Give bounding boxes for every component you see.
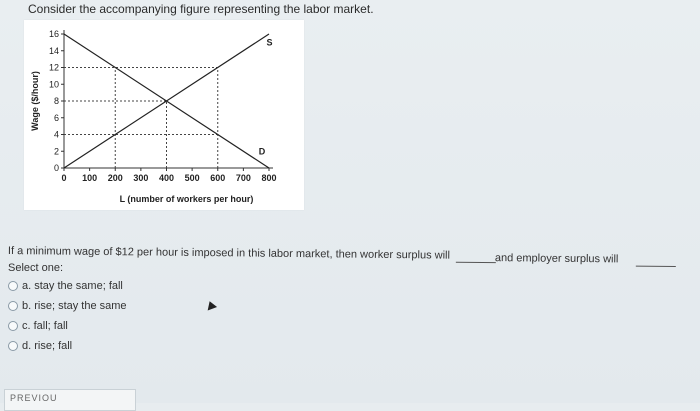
option-c[interactable] <box>8 320 68 332</box>
labor-market-chart <box>24 20 304 210</box>
radio-icon[interactable] <box>8 341 18 351</box>
y-axis-label: Wage ($/hour) <box>30 71 40 131</box>
x-tick-label: 200 <box>107 173 123 183</box>
option-d[interactable] <box>8 340 72 352</box>
x-tick-label: 500 <box>184 173 200 183</box>
y-tick-label: 6 <box>53 112 59 123</box>
x-tick-label: 400 <box>158 173 175 183</box>
x-tick-label: 700 <box>235 173 251 183</box>
option-label: c. fall; fall <box>22 320 68 332</box>
option-label: a. stay the same; fall <box>22 280 123 292</box>
labor-market-figure <box>24 20 304 210</box>
x-tick-label: 600 <box>210 173 226 183</box>
y-tick-label: 16 <box>48 29 59 39</box>
option-label: d. rise; fall <box>22 340 73 352</box>
radio-icon[interactable] <box>8 301 18 311</box>
y-tick-label: 0 <box>53 163 59 173</box>
y-tick-label: 4 <box>53 129 59 140</box>
previous-page-label: PREVIOU <box>10 393 58 403</box>
option-b[interactable] <box>8 300 127 312</box>
x-tick-label: 800 <box>261 173 277 183</box>
supply-label: S <box>266 37 273 48</box>
x-tick-label: 0 <box>61 173 67 183</box>
y-tick-label: 8 <box>53 96 59 106</box>
radio-icon[interactable] <box>8 281 18 291</box>
select-one-label: Select one: <box>8 262 64 274</box>
question-intro: Consider the accompanying figure representing the labor market. <box>28 2 374 16</box>
y-tick-label: 10 <box>48 79 59 90</box>
x-tick-label: 300 <box>133 173 149 183</box>
x-tick-label: 100 <box>82 173 98 183</box>
y-tick-label: 12 <box>48 62 59 73</box>
question-part2: and employer surplus will <box>494 252 619 266</box>
y-tick-label: 14 <box>48 45 59 56</box>
question-part1: If a minimum wage of $12 per hour is imposed in this labor market, then worker surplus will <box>7 245 451 262</box>
radio-icon[interactable] <box>8 321 18 331</box>
demand-label: D <box>258 146 266 157</box>
option-label: b. rise; stay the same <box>22 300 127 312</box>
option-a[interactable] <box>8 280 123 292</box>
x-axis-label: L (number of workers per hour) <box>119 194 254 204</box>
y-tick-label: 2 <box>53 146 59 157</box>
